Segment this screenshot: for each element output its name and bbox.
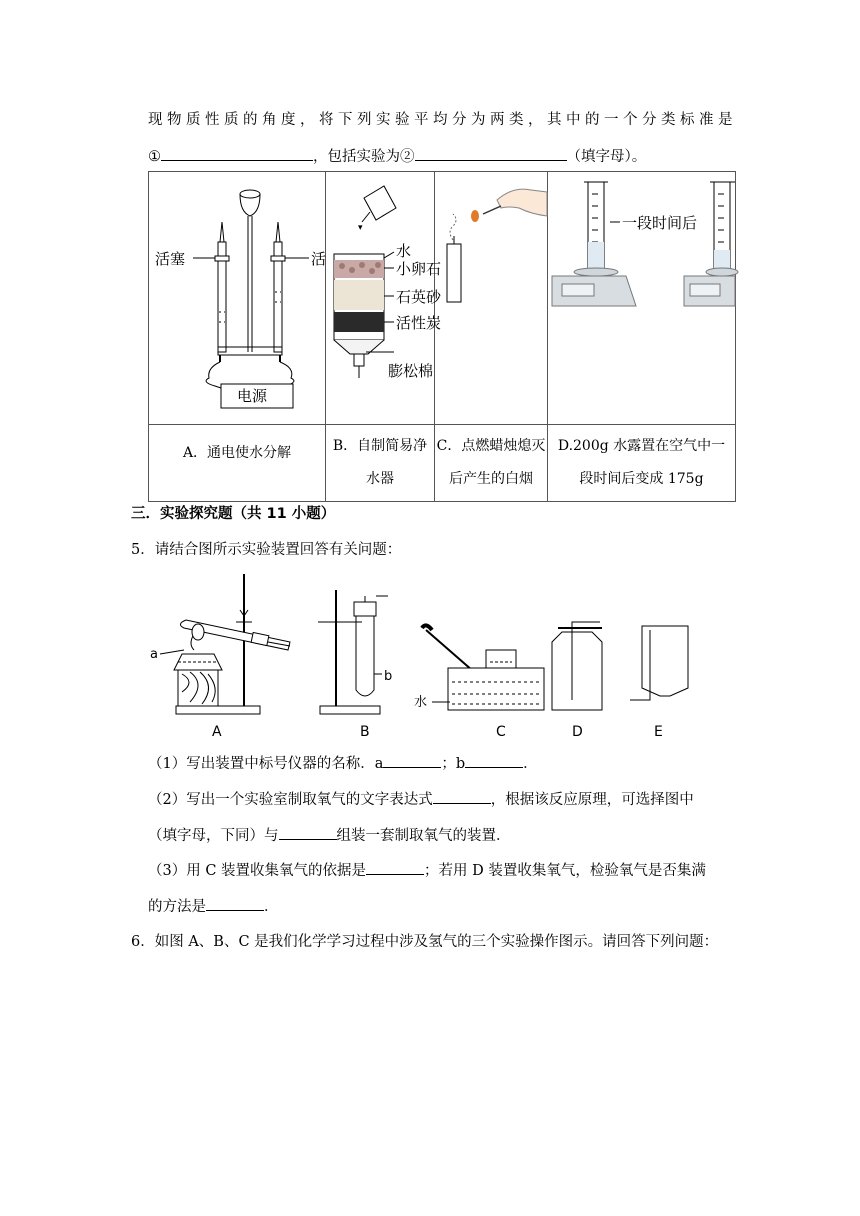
later-label: 一段时间后 xyxy=(622,214,698,232)
label-C: C xyxy=(496,724,506,740)
caption-b-line1: B．自制简易净 xyxy=(332,438,428,454)
apparatus-a xyxy=(150,574,290,740)
q5-part2-line2 xyxy=(148,825,733,846)
q4-mid-text: ，包括实验为 xyxy=(313,149,400,165)
label-water: 水 xyxy=(414,695,428,710)
water-drop: ▾ xyxy=(358,223,363,233)
q5-part3-b: ；若用 D 装置收集氧气，检验氧气是否集满 xyxy=(424,863,706,879)
power-label: 电源 xyxy=(237,387,268,405)
label-E: E xyxy=(654,724,663,740)
label-b: b xyxy=(384,669,393,684)
carbon-label: 活性炭 xyxy=(396,314,442,332)
candle-diagram xyxy=(435,172,547,420)
q5-part2-text: （2）写出一个实验室制取氧气的文字表达式 xyxy=(148,792,433,808)
circle-one: ① xyxy=(148,149,161,165)
experiment-table xyxy=(148,171,736,502)
q5-part2-b: ，根据该反应原理，可选择图中 xyxy=(490,792,694,808)
label-A: A xyxy=(212,724,222,740)
caption-d-line2: 段时间后变成 175g xyxy=(579,471,704,487)
q4-line1: 现物质性质的角度，将下列实验平均分为两类，其中的一个分类标准是 xyxy=(148,112,733,128)
q5-stem: 5．请结合图所示实验装置回答有关问题： xyxy=(131,542,402,558)
q5-part1-text: （1）写出装置中标号仪器的名称．a xyxy=(148,756,384,772)
caption-d-line1: D.200g 水露置在空气中一 xyxy=(557,438,726,454)
answer-blank-2[interactable] xyxy=(415,146,567,161)
water-filter-diagram xyxy=(326,172,442,420)
q5-part3-line2 xyxy=(148,896,733,917)
answer-blank-1[interactable] xyxy=(161,146,313,161)
q4-tail-text: （填字母）。 xyxy=(566,149,647,165)
circle-two: ② xyxy=(400,149,415,165)
q5-part1-b: ；b xyxy=(441,756,466,772)
apparatus-e xyxy=(630,626,688,740)
blank-method[interactable] xyxy=(206,896,264,911)
q6-stem: 6．如图 A、B、C 是我们化学学习过程中涉及氢气的三个实验操作图示。请回答下列问题： xyxy=(131,934,719,950)
label-B: B xyxy=(360,724,370,740)
apparatus-d xyxy=(552,622,602,740)
apparatus-figure xyxy=(140,570,700,742)
cell-scale xyxy=(548,172,736,425)
blank-a[interactable] xyxy=(383,753,441,768)
cell-water-filter xyxy=(326,172,442,425)
label-a: a xyxy=(150,647,158,662)
caption-b xyxy=(326,425,435,502)
valve-right-label: 活 xyxy=(311,250,327,268)
q5-part1-end: ． xyxy=(523,756,538,772)
apparatus-b xyxy=(318,590,392,740)
q5-part2-c: （填字母，下同）与 xyxy=(148,828,279,844)
q5-part2-d: 组装一套制取氧气的装置． xyxy=(336,828,511,844)
caption-c-line2: 后产生的白烟 xyxy=(449,471,533,487)
blank-device[interactable] xyxy=(279,825,337,840)
q5-part1 xyxy=(148,753,733,774)
cell-candle xyxy=(435,172,548,425)
q5-part3-line1 xyxy=(148,860,733,881)
apparatus-c xyxy=(414,625,544,740)
blank-expression[interactable] xyxy=(433,789,491,804)
q5-part2-line1 xyxy=(148,789,733,810)
blank-basis[interactable] xyxy=(366,860,424,875)
caption-a: A．通电使水分解 xyxy=(149,425,326,502)
scale-diagram xyxy=(548,172,735,420)
quartz-label: 石英砂 xyxy=(396,288,442,306)
q5-part3-text: （3）用 C 装置收集氧气的依据是 xyxy=(148,863,367,879)
q4-line2 xyxy=(148,146,733,167)
label-D: D xyxy=(572,724,583,740)
q5-part3-end: ． xyxy=(264,899,279,915)
pebble-label: 小卵石 xyxy=(396,260,442,278)
cotton-label: 膨松棉 xyxy=(388,362,434,380)
cell-electrolysis xyxy=(149,172,326,425)
caption-d xyxy=(548,425,736,502)
valve-left-label: 活塞 xyxy=(155,250,186,268)
water-label: 水 xyxy=(396,242,412,260)
electrolysis-diagram xyxy=(149,172,325,420)
q5-part3-c: 的方法是 xyxy=(148,899,206,915)
caption-b-line2: 水器 xyxy=(366,471,394,487)
section-title: 三．实验探究题（共 11 小题） xyxy=(131,506,336,522)
caption-c-line1: C．点燃蜡烛熄灭 xyxy=(436,438,546,454)
caption-c xyxy=(435,425,548,502)
blank-b[interactable] xyxy=(465,753,523,768)
